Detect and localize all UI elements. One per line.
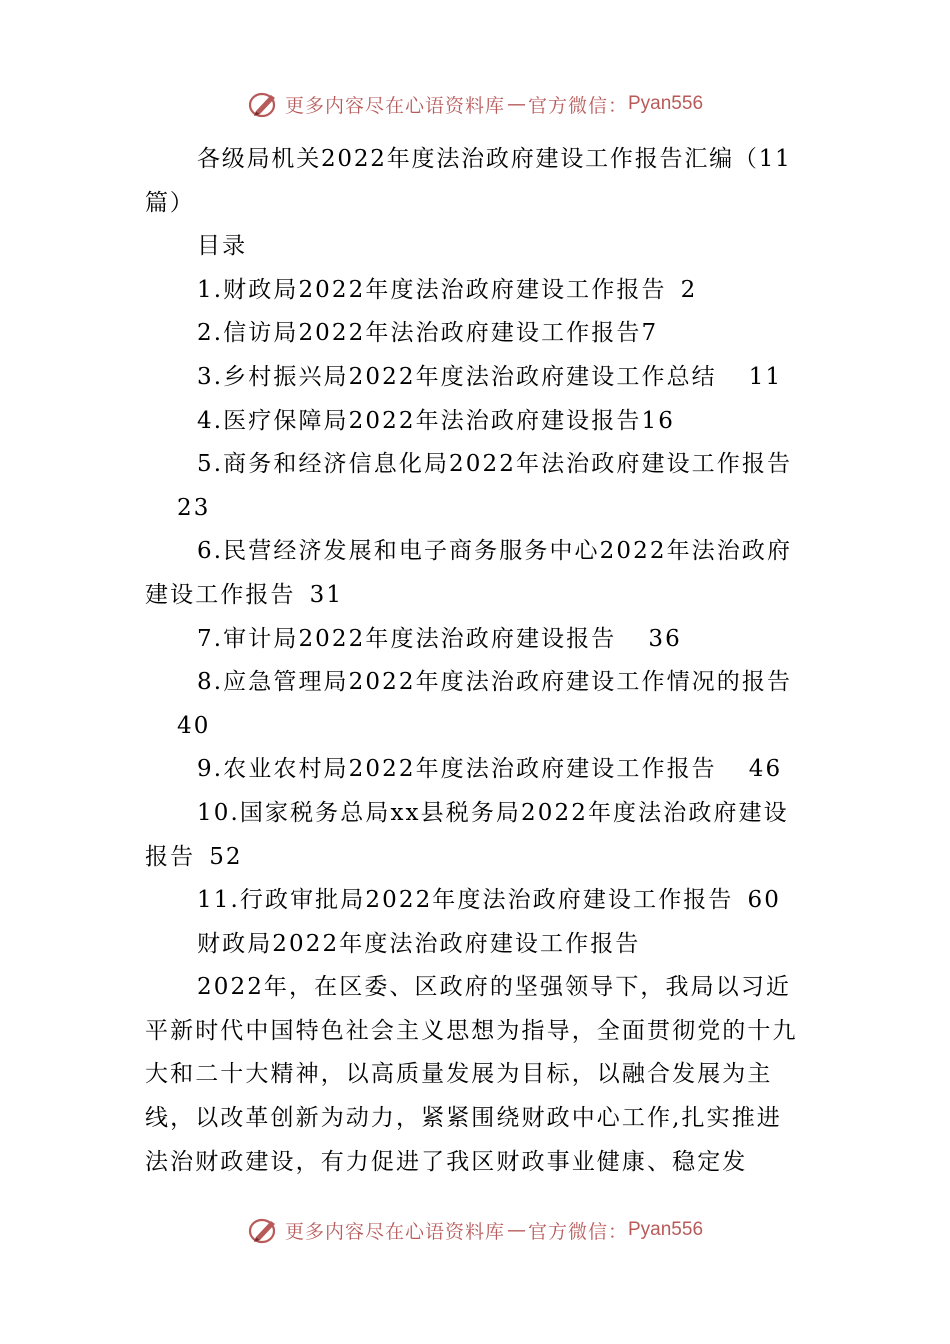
watermark-separator: — [506,93,526,115]
toc-item-page: 31 [309,581,344,608]
toc-item [145,792,805,879]
toc-item [145,748,805,792]
toc-item [145,312,805,356]
toc-item-page: 7 [641,320,659,347]
watermark-id: Pyan556 [628,93,704,114]
toc-heading: 目录 [197,233,248,260]
toc-item-page: 60 [747,887,781,914]
footer-watermark [0,1210,950,1250]
toc-item [145,443,805,530]
pen-logo-icon [247,89,281,119]
toc-item-page: 52 [209,843,243,870]
document-title: 各级局机关2022年度法治政府建设工作报告汇编（11篇） [145,146,792,216]
toc-item-text: 10.国家税务总局xx县税务局2022年度法治政府建设报告 [145,799,789,870]
watermark-id: Pyan556 [628,1219,704,1240]
toc-item [145,269,805,313]
watermark-label: 官方微信： [527,1220,628,1243]
toc-item-page: 46 [748,756,783,783]
watermark-label: 官方微信： [527,94,628,117]
toc-item-page: 23 [177,494,211,521]
toc-item [145,356,805,400]
watermark-text: 更多内容尽在心语资料库 [284,94,505,117]
document-body [145,138,805,1184]
toc-item-page: 40 [177,712,211,739]
toc-item [145,879,805,923]
body-paragraph: 2022年，在区委、区政府的坚强领导下，我局以习近平新时代中国特色社会主义思想为指导，全面贯彻党的十九大和二十大精神，以高质量发展为目标，以融合发展为主线，以改革创新为动力，紧紧围绕财政中心工作,扎实推进法治财政建设，有力促进了我区财政事业健康、稳定发 [145,974,798,1175]
toc-item-text: 3.乡村振兴局2022年度法治政府建设工作总结 [197,363,717,390]
toc-item-page: 36 [648,625,682,652]
watermark-text: 更多内容尽在心语资料库 [284,1220,505,1243]
toc-item-page: 2 [680,276,698,303]
toc-item-text: 8.应急管理局2022年度法治政府建设工作情况的报告 [197,669,793,696]
toc-item [145,661,805,748]
toc-item-text: 2.信访局2022年法治政府建设工作报告 [197,320,642,347]
toc-item [145,530,805,617]
toc-item-page: 16 [641,407,675,434]
toc-item [145,400,805,444]
toc-item-text: 9.农业农村局2022年度法治政府建设工作报告 [197,756,717,783]
toc-item-page: 11 [748,363,783,390]
section-title: 财政局2022年度法治政府建设工作报告 [197,930,641,957]
toc-item-text: 6.民营经济发展和电子商务服务中心2022年法治政府建设工作报告 [145,538,793,608]
toc-item-text: 7.审计局2022年度法治政府建设报告 [197,625,617,652]
watermark-separator: — [506,1219,526,1241]
toc-item [145,618,805,662]
pen-logo-icon [247,1215,281,1245]
toc-item-text: 11.行政审批局2022年度法治政府建设工作报告 [197,887,734,914]
toc-item-text: 5.商务和经济信息化局2022年法治政府建设工作报告 [197,451,793,478]
header-watermark [0,84,950,124]
toc-item-text: 4.医疗保障局2022年法治政府建设报告 [197,407,642,434]
toc-item-text: 1.财政局2022年度法治政府建设工作报告 [197,276,667,303]
